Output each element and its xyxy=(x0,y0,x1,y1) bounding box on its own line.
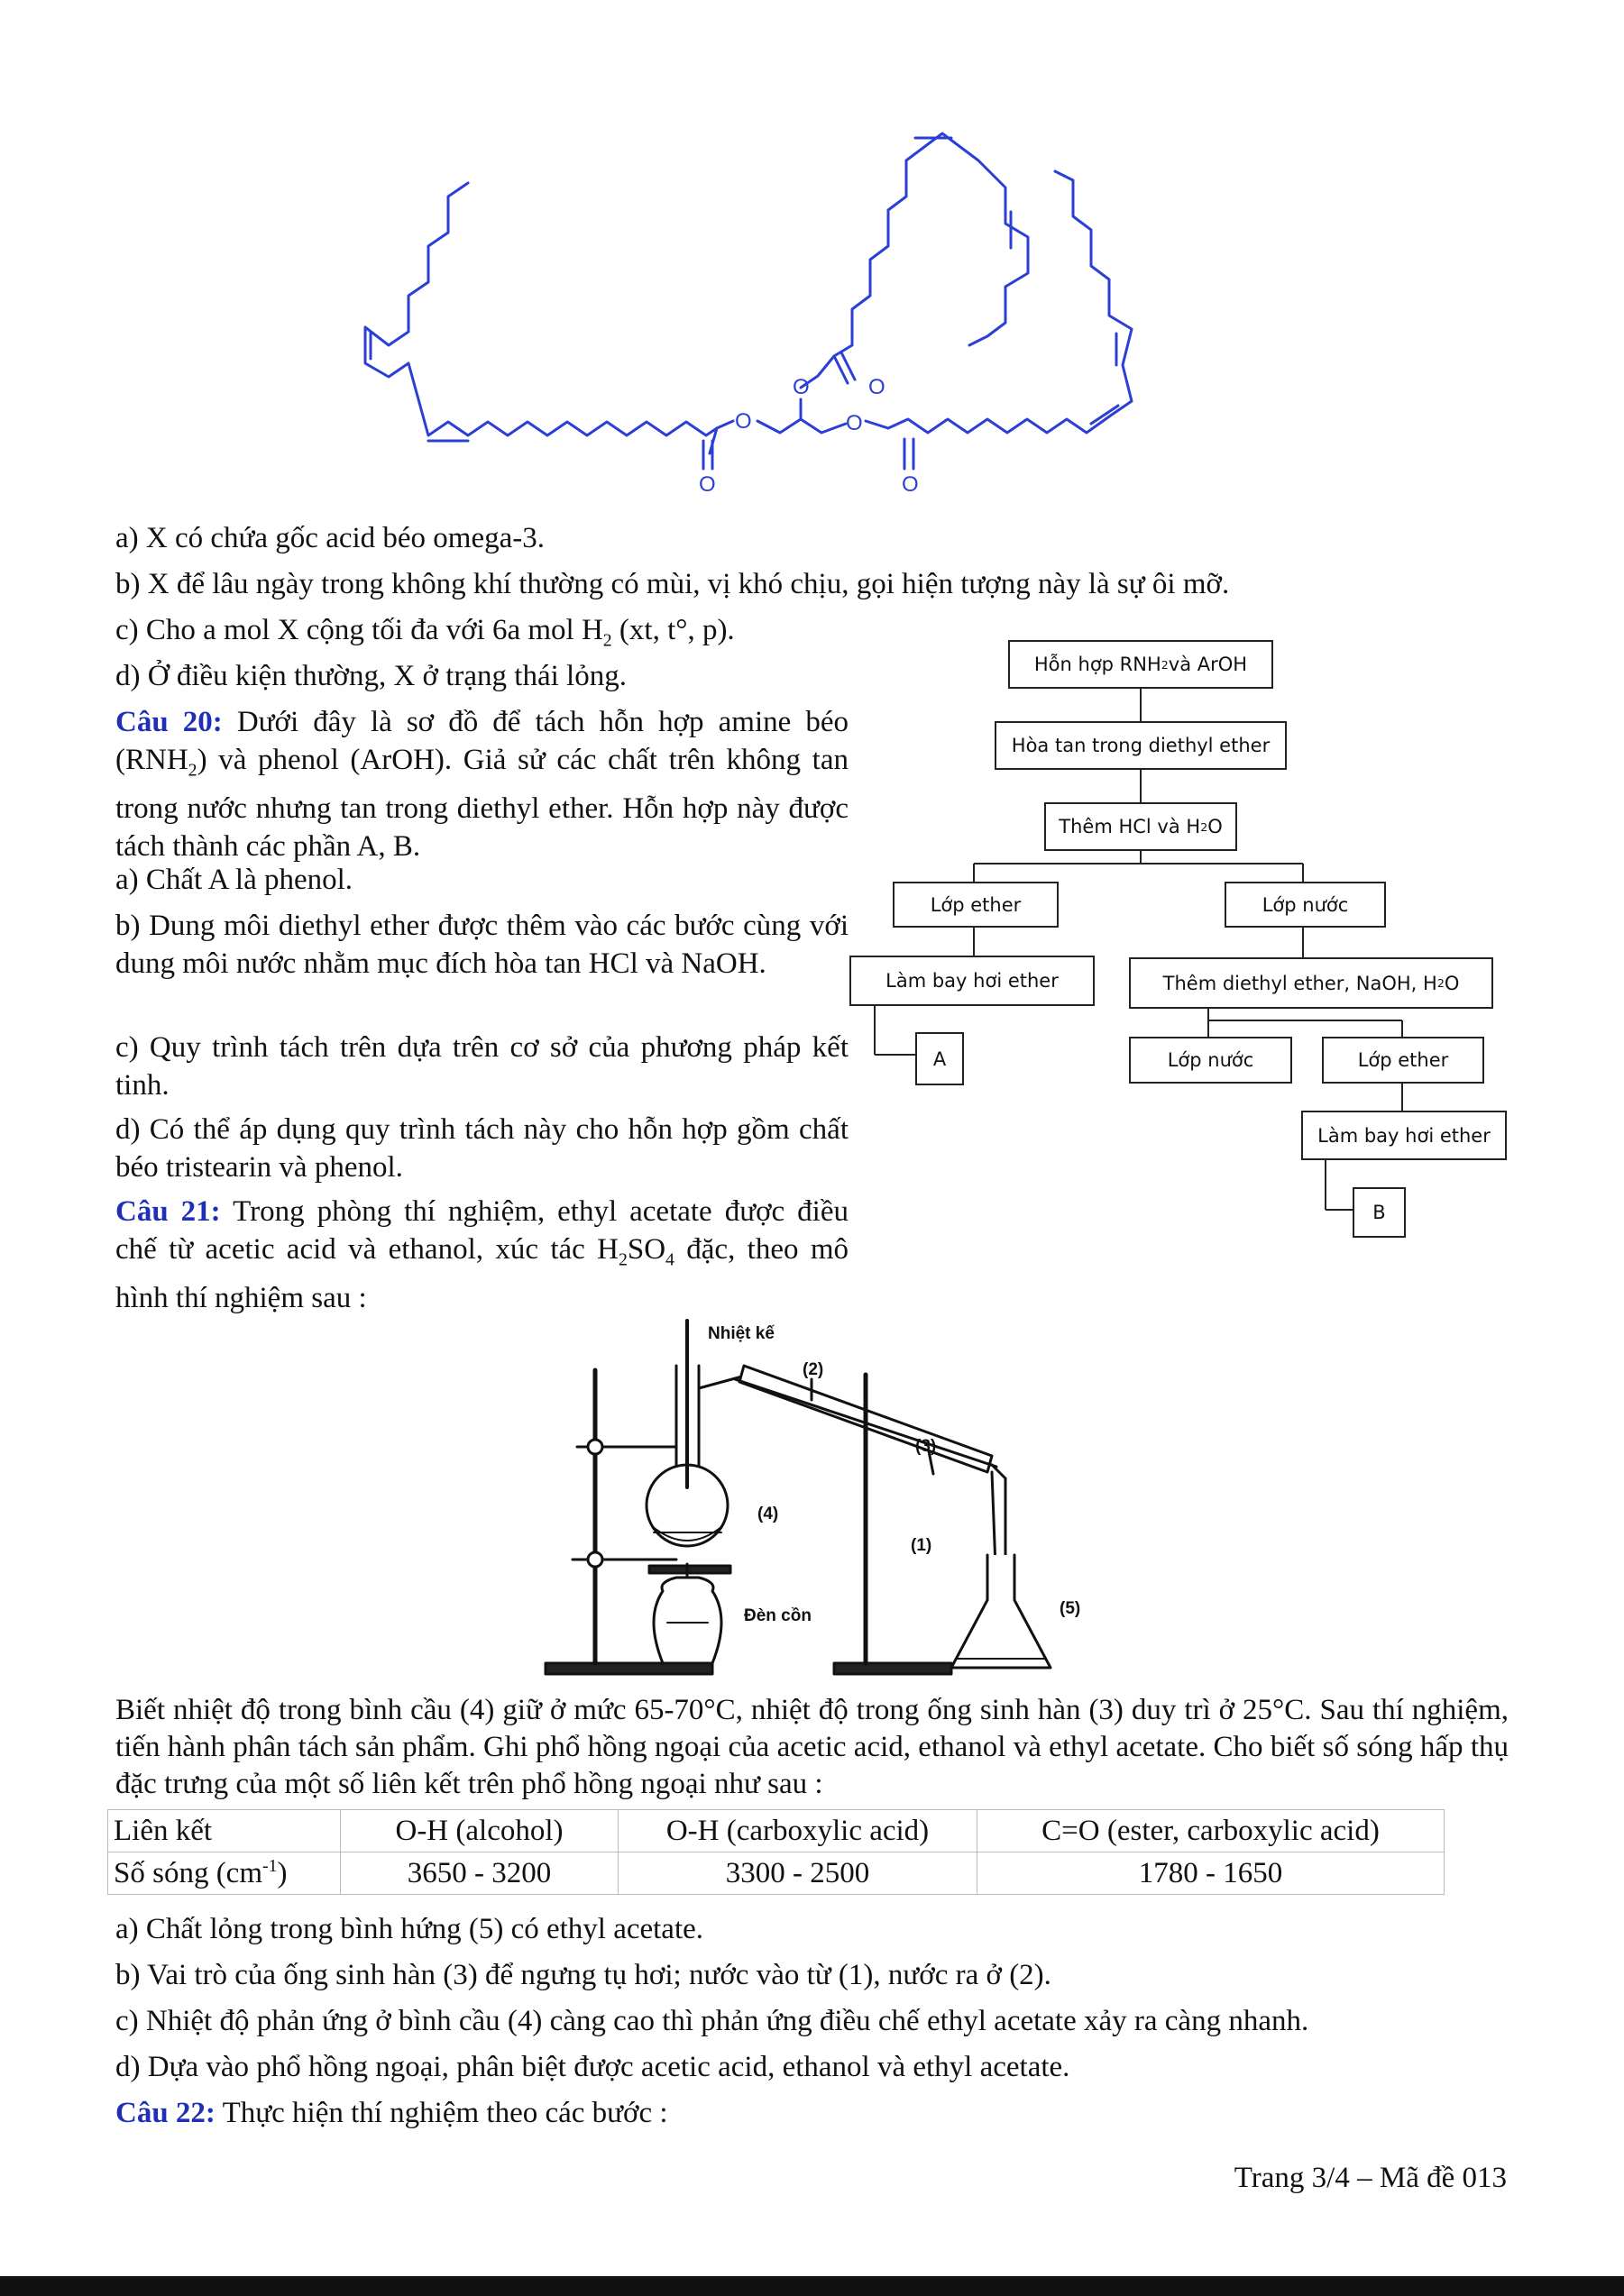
flow-box-product-a: A xyxy=(915,1032,964,1085)
part-label-3: (3) xyxy=(915,1437,937,1456)
table-header-cell: Liên kết xyxy=(108,1810,341,1852)
flow-box-add-hcl xyxy=(1044,802,1237,851)
table-header-cell: O-H (carboxylic acid) xyxy=(619,1810,977,1852)
subscript: 2 xyxy=(618,1249,628,1270)
flow-box-ether-layer-2: Lớp ether xyxy=(1322,1037,1484,1084)
subscript: 2 xyxy=(1161,657,1169,672)
q21-intro-text-3: đặc, theo mô hình thí nghiệm sau : xyxy=(115,1233,849,1314)
part-label-5: (5) xyxy=(1060,1599,1081,1618)
page-footer: Trang 3/4 – Mã đề 013 xyxy=(1234,2162,1507,2194)
flow-text: O xyxy=(1207,816,1223,837)
q21-intro xyxy=(115,1193,849,1317)
q19-item-d: d) Ở điều kiện thường, X ở trạng thái lỏng. xyxy=(115,660,627,692)
bottom-border xyxy=(0,2276,1624,2296)
cell-text: ) xyxy=(277,1857,288,1889)
oxygen-label: O xyxy=(902,472,919,497)
q22-text: Thực hiện thí nghiệm theo các bước : xyxy=(215,2097,668,2129)
flow-text: Thêm HCl và H xyxy=(1059,816,1201,837)
flow-text: O xyxy=(1444,972,1460,994)
oxygen-label: O xyxy=(793,375,810,399)
question-label: Câu 20: xyxy=(115,706,223,738)
flow-box-evaporate-ether-2: Làm bay hơi ether xyxy=(1301,1111,1507,1160)
table-cell: 1780 - 1650 xyxy=(977,1852,1445,1895)
q20-intro-text-2: ) và phenol (ArOH). Giả sử các chất trên không tan trong nước nhưng tan trong diethyl ether. Hỗn hợp này được tách thành các phần A, B. xyxy=(115,744,849,863)
q21-intro-text: Trong phòng thí nghiệm, ethyl acetate được điều chế từ acetic acid và ethanol, xúc tác H xyxy=(115,1195,849,1266)
q20-item-c: c) Quy trình tách trên dựa trên cơ sở của phương pháp kết tinh. xyxy=(115,1031,849,1102)
table-header-cell: C=O (ester, carboxylic acid) xyxy=(977,1810,1445,1852)
q20-item-d: d) Có thể áp dụng quy trình tách này cho hỗn hợp gồm chất béo tristearin và phenol. xyxy=(115,1113,849,1184)
table-row xyxy=(108,1810,1445,1852)
q21-item-a: a) Chất lỏng trong bình hứng (5) có ethyl acetate. xyxy=(115,1913,704,1945)
q19-item-b: b) X để lâu ngày trong không khí thường có mùi, vị khó chịu, gọi hiện tượng này là sự ôi mỡ. xyxy=(115,568,1230,600)
q20-intro-text: Dưới đây là sơ đồ để tách hỗn hợp amine béo (RNH xyxy=(115,706,849,776)
subscript: 4 xyxy=(665,1249,674,1270)
separation-flowchart xyxy=(848,631,1515,1244)
triglyceride-structure xyxy=(356,113,1267,518)
question-label: Câu 21: xyxy=(115,1195,221,1228)
question-label: Câu 22: xyxy=(115,2097,216,2129)
q19-item-c-text: c) Cho a mol X cộng tối đa với 6a mol H xyxy=(115,614,603,646)
left-fatty-chain xyxy=(365,183,717,435)
flow-text: và ArOH xyxy=(1168,654,1248,675)
q21-intro-text-2: SO xyxy=(627,1233,666,1266)
q19-item-a: a) X có chứa gốc acid béo omega-3. xyxy=(115,522,546,554)
flow-box-evaporate-ether: Làm bay hơi ether xyxy=(849,956,1095,1006)
q21-item-c: c) Nhiệt độ phản ứng ở bình cầu (4) càng cao thì phản ứng điều chế ethyl acetate xảy ra càng nhanh. xyxy=(115,2005,1309,2037)
table-cell: 3650 - 3200 xyxy=(341,1852,619,1895)
cell-text: Số sóng (cm xyxy=(114,1857,262,1889)
q19-item-c xyxy=(115,612,735,660)
distillation-apparatus xyxy=(541,1312,1082,1681)
flow-box-ether-layer: Lớp ether xyxy=(893,882,1059,928)
flow-box-water-layer: Lớp nước xyxy=(1225,882,1386,928)
flow-box-dissolve: Hòa tan trong diethyl ether xyxy=(995,721,1287,770)
ir-table xyxy=(107,1809,1445,1895)
q21-context: Biết nhiệt độ trong bình cầu (4) giữ ở mức 65-70°C, nhiệt độ trong ống sinh hàn (3) duy trì ở 25°C. Sau thí nghiệm, tiến hành phân tách sản phẩm. Ghi phổ hồng ngoại của acetic acid, ethanol và ethyl acetate. Cho biết số sóng hấp thụ đặc trưng của một số liên kết trên phổ hồng ngoại như sau : xyxy=(115,1694,1509,1800)
flow-box-mixture xyxy=(1008,640,1273,689)
subscript: 2 xyxy=(1200,819,1208,834)
q20-item-a: a) Chất A là phenol. xyxy=(115,864,353,896)
flow-box-add-naoh xyxy=(1129,957,1493,1009)
q20-intro xyxy=(115,703,849,865)
table-cell xyxy=(108,1852,341,1895)
flow-text: Thêm diethyl ether, NaOH, H xyxy=(1162,972,1437,994)
flow-box-product-b: B xyxy=(1353,1187,1406,1238)
thermometer-label: Nhiệt kế xyxy=(708,1324,775,1343)
part-label-2: (2) xyxy=(803,1360,824,1379)
q21-item-d: d) Dựa vào phổ hồng ngoại, phân biệt được acetic acid, ethanol và ethyl acetate. xyxy=(115,2051,1070,2083)
burner-label: Đèn cồn xyxy=(744,1606,812,1625)
table-row xyxy=(108,1852,1445,1895)
part-label-1: (1) xyxy=(911,1536,932,1555)
right-ester-group xyxy=(888,171,1132,433)
superscript: -1 xyxy=(262,1856,278,1876)
table-header-cell: O-H (alcohol) xyxy=(341,1810,619,1852)
flow-box-water-layer-2: Lớp nước xyxy=(1129,1037,1292,1084)
q22-intro xyxy=(115,2095,668,2132)
subscript: 2 xyxy=(602,630,612,651)
middle-fatty-chain xyxy=(801,133,1028,388)
part-label-4: (4) xyxy=(757,1505,779,1523)
table-cell: 3300 - 2500 xyxy=(619,1852,977,1895)
subscript: 2 xyxy=(1436,976,1445,990)
subscript: 2 xyxy=(188,760,197,781)
q21-item-b: b) Vai trò của ống sinh hàn (3) để ngưng tụ hơi; nước vào từ (1), nước ra ở (2). xyxy=(115,1959,1051,1991)
oxygen-label: O xyxy=(868,375,885,399)
flow-text: Hỗn hợp RNH xyxy=(1033,654,1161,675)
oxygen-label: O xyxy=(699,472,716,497)
q19-item-c-tail: (xt, t°, p). xyxy=(611,614,735,646)
glycerol-backbone xyxy=(757,419,846,433)
oxygen-label: O xyxy=(735,409,752,434)
oxygen-label: O xyxy=(846,411,863,435)
q20-item-b: b) Dung môi diethyl ether được thêm vào các bước cùng với dung môi nước nhằm mục đích hòa tan HCl và NaOH. xyxy=(115,910,849,980)
